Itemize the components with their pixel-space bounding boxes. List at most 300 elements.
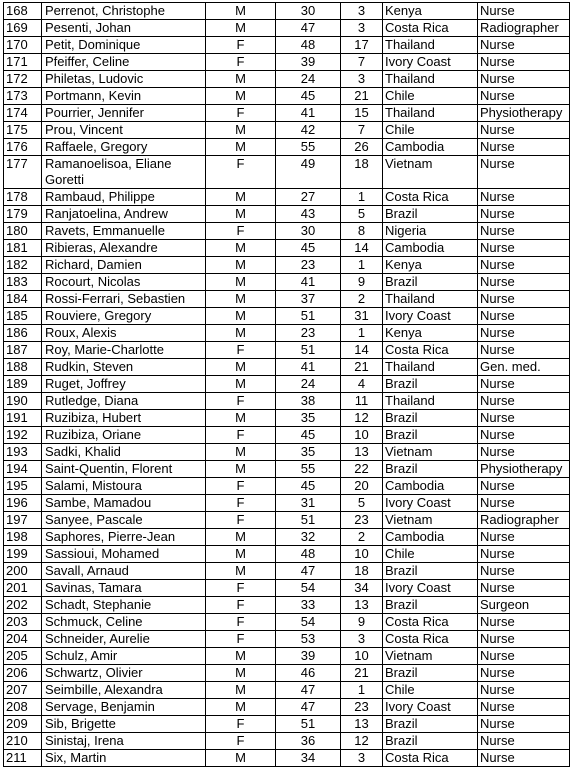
table-row bbox=[4, 427, 570, 444]
cell-sex: F bbox=[206, 223, 276, 240]
cell-name: Philetas, Ludovic bbox=[42, 71, 206, 88]
table-row bbox=[4, 529, 570, 546]
cell-name: Six, Martin bbox=[42, 750, 206, 767]
cell-years: 5 bbox=[341, 495, 383, 512]
cell-profession: Nurse bbox=[478, 495, 570, 512]
cell-profession: Nurse bbox=[478, 291, 570, 308]
cell-id: 179 bbox=[4, 206, 42, 223]
cell-age: 37 bbox=[276, 291, 341, 308]
cell-age: 30 bbox=[276, 3, 341, 20]
cell-id: 193 bbox=[4, 444, 42, 461]
cell-id: 191 bbox=[4, 410, 42, 427]
cell-profession: Nurse bbox=[478, 614, 570, 631]
cell-years: 23 bbox=[341, 512, 383, 529]
cell-profession: Nurse bbox=[478, 478, 570, 495]
cell-age: 46 bbox=[276, 665, 341, 682]
cell-age: 30 bbox=[276, 223, 341, 240]
cell-id: 194 bbox=[4, 461, 42, 478]
cell-country: Cambodia bbox=[383, 240, 478, 257]
cell-age: 47 bbox=[276, 20, 341, 37]
cell-profession: Nurse bbox=[478, 88, 570, 105]
cell-profession: Radiographer bbox=[478, 512, 570, 529]
table-row bbox=[4, 546, 570, 563]
cell-age: 54 bbox=[276, 580, 341, 597]
table-row bbox=[4, 122, 570, 139]
cell-age: 24 bbox=[276, 71, 341, 88]
cell-years: 15 bbox=[341, 105, 383, 122]
cell-id: 199 bbox=[4, 546, 42, 563]
cell-age: 42 bbox=[276, 122, 341, 139]
cell-years: 3 bbox=[341, 750, 383, 767]
cell-id: 187 bbox=[4, 342, 42, 359]
table-row bbox=[4, 512, 570, 529]
cell-profession: Nurse bbox=[478, 308, 570, 325]
cell-name: Savinas, Tamara bbox=[42, 580, 206, 597]
cell-sex: M bbox=[206, 20, 276, 37]
cell-profession: Radiographer bbox=[478, 20, 570, 37]
cell-sex: M bbox=[206, 291, 276, 308]
cell-name: Schulz, Amir bbox=[42, 648, 206, 665]
cell-name: Ravets, Emmanuelle bbox=[42, 223, 206, 240]
cell-name: Schneider, Aurelie bbox=[42, 631, 206, 648]
cell-country: Vietnam bbox=[383, 444, 478, 461]
cell-years: 10 bbox=[341, 648, 383, 665]
cell-id: 173 bbox=[4, 88, 42, 105]
cell-id: 205 bbox=[4, 648, 42, 665]
cell-years: 14 bbox=[341, 342, 383, 359]
cell-name: Sadki, Khalid bbox=[42, 444, 206, 461]
cell-age: 33 bbox=[276, 597, 341, 614]
cell-country: Brazil bbox=[383, 274, 478, 291]
table-row bbox=[4, 410, 570, 427]
cell-name: Rouviere, Gregory bbox=[42, 308, 206, 325]
cell-name: Servage, Benjamin bbox=[42, 699, 206, 716]
table-row bbox=[4, 291, 570, 308]
cell-years: 2 bbox=[341, 529, 383, 546]
table-row bbox=[4, 325, 570, 342]
cell-age: 23 bbox=[276, 257, 341, 274]
cell-years: 14 bbox=[341, 240, 383, 257]
cell-name: Sambe, Mamadou bbox=[42, 495, 206, 512]
cell-years: 3 bbox=[341, 20, 383, 37]
cell-id: 201 bbox=[4, 580, 42, 597]
cell-id: 196 bbox=[4, 495, 42, 512]
cell-sex: M bbox=[206, 325, 276, 342]
table-row bbox=[4, 308, 570, 325]
cell-age: 39 bbox=[276, 54, 341, 71]
cell-years: 9 bbox=[341, 614, 383, 631]
cell-country: Ivory Coast bbox=[383, 580, 478, 597]
cell-sex: M bbox=[206, 308, 276, 325]
cell-sex: F bbox=[206, 716, 276, 733]
cell-country: Ivory Coast bbox=[383, 308, 478, 325]
table-row bbox=[4, 563, 570, 580]
cell-name: Savall, Arnaud bbox=[42, 563, 206, 580]
cell-name: Schwartz, Olivier bbox=[42, 665, 206, 682]
cell-id: 208 bbox=[4, 699, 42, 716]
cell-name: Richard, Damien bbox=[42, 257, 206, 274]
cell-profession: Nurse bbox=[478, 733, 570, 750]
cell-country: Vietnam bbox=[383, 156, 478, 189]
cell-id: 183 bbox=[4, 274, 42, 291]
cell-age: 54 bbox=[276, 614, 341, 631]
cell-sex: M bbox=[206, 3, 276, 20]
cell-id: 184 bbox=[4, 291, 42, 308]
cell-years: 5 bbox=[341, 206, 383, 223]
cell-sex: M bbox=[206, 359, 276, 376]
cell-years: 21 bbox=[341, 88, 383, 105]
cell-age: 51 bbox=[276, 512, 341, 529]
cell-id: 210 bbox=[4, 733, 42, 750]
cell-name: Sanyee, Pascale bbox=[42, 512, 206, 529]
cell-profession: Nurse bbox=[478, 410, 570, 427]
cell-profession: Nurse bbox=[478, 3, 570, 20]
cell-years: 2 bbox=[341, 291, 383, 308]
cell-sex: M bbox=[206, 122, 276, 139]
cell-years: 8 bbox=[341, 223, 383, 240]
cell-age: 48 bbox=[276, 546, 341, 563]
cell-sex: M bbox=[206, 750, 276, 767]
cell-sex: M bbox=[206, 665, 276, 682]
cell-country: Nigeria bbox=[383, 223, 478, 240]
cell-name: Ruzibiza, Oriane bbox=[42, 427, 206, 444]
cell-name: Roux, Alexis bbox=[42, 325, 206, 342]
cell-sex: F bbox=[206, 478, 276, 495]
cell-age: 36 bbox=[276, 733, 341, 750]
cell-name: Saphores, Pierre-Jean bbox=[42, 529, 206, 546]
cell-country: Cambodia bbox=[383, 139, 478, 156]
cell-age: 41 bbox=[276, 359, 341, 376]
cell-name: Seimbille, Alexandra bbox=[42, 682, 206, 699]
cell-id: 185 bbox=[4, 308, 42, 325]
cell-profession: Nurse bbox=[478, 631, 570, 648]
cell-years: 1 bbox=[341, 257, 383, 274]
cell-country: Cambodia bbox=[383, 529, 478, 546]
cell-country: Brazil bbox=[383, 716, 478, 733]
cell-sex: M bbox=[206, 546, 276, 563]
cell-years: 4 bbox=[341, 376, 383, 393]
cell-country: Kenya bbox=[383, 325, 478, 342]
cell-sex: F bbox=[206, 580, 276, 597]
cell-profession: Nurse bbox=[478, 682, 570, 699]
cell-age: 27 bbox=[276, 189, 341, 206]
cell-id: 204 bbox=[4, 631, 42, 648]
cell-age: 51 bbox=[276, 308, 341, 325]
table-row bbox=[4, 54, 570, 71]
table-row bbox=[4, 88, 570, 105]
table-row bbox=[4, 461, 570, 478]
cell-id: 206 bbox=[4, 665, 42, 682]
cell-name: Sassioui, Mohamed bbox=[42, 546, 206, 563]
cell-id: 172 bbox=[4, 71, 42, 88]
cell-years: 21 bbox=[341, 359, 383, 376]
cell-profession: Surgeon bbox=[478, 597, 570, 614]
cell-name: Portmann, Kevin bbox=[42, 88, 206, 105]
cell-profession: Physiotherapy bbox=[478, 461, 570, 478]
cell-country: Costa Rica bbox=[383, 20, 478, 37]
cell-age: 34 bbox=[276, 750, 341, 767]
cell-age: 47 bbox=[276, 682, 341, 699]
cell-country: Brazil bbox=[383, 665, 478, 682]
cell-name: Ruzibiza, Hubert bbox=[42, 410, 206, 427]
cell-age: 51 bbox=[276, 716, 341, 733]
cell-country: Brazil bbox=[383, 410, 478, 427]
cell-country: Thailand bbox=[383, 291, 478, 308]
cell-name: Sib, Brigette bbox=[42, 716, 206, 733]
cell-profession: Nurse bbox=[478, 648, 570, 665]
cell-years: 12 bbox=[341, 410, 383, 427]
cell-profession: Nurse bbox=[478, 223, 570, 240]
cell-profession: Nurse bbox=[478, 580, 570, 597]
cell-name: Ramanoelisoa, Eliane Goretti bbox=[42, 156, 206, 189]
cell-name: Ranjatoelina, Andrew bbox=[42, 206, 206, 223]
cell-country: Cambodia bbox=[383, 478, 478, 495]
cell-name: Sinistaj, Irena bbox=[42, 733, 206, 750]
cell-age: 35 bbox=[276, 444, 341, 461]
cell-id: 182 bbox=[4, 257, 42, 274]
table-row bbox=[4, 223, 570, 240]
cell-age: 45 bbox=[276, 240, 341, 257]
table-body bbox=[4, 3, 570, 767]
cell-profession: Nurse bbox=[478, 71, 570, 88]
table-row bbox=[4, 376, 570, 393]
cell-age: 49 bbox=[276, 156, 341, 189]
cell-profession: Gen. med. bbox=[478, 359, 570, 376]
cell-id: 190 bbox=[4, 393, 42, 410]
table-row bbox=[4, 105, 570, 122]
cell-sex: F bbox=[206, 37, 276, 54]
cell-age: 32 bbox=[276, 529, 341, 546]
cell-years: 34 bbox=[341, 580, 383, 597]
table-row bbox=[4, 240, 570, 257]
cell-sex: M bbox=[206, 563, 276, 580]
cell-country: Thailand bbox=[383, 393, 478, 410]
cell-name: Ruget, Joffrey bbox=[42, 376, 206, 393]
cell-country: Costa Rica bbox=[383, 189, 478, 206]
cell-id: 176 bbox=[4, 139, 42, 156]
table-row bbox=[4, 580, 570, 597]
cell-country: Costa Rica bbox=[383, 750, 478, 767]
cell-country: Thailand bbox=[383, 37, 478, 54]
cell-country: Chile bbox=[383, 546, 478, 563]
table-row bbox=[4, 189, 570, 206]
cell-name: Schmuck, Celine bbox=[42, 614, 206, 631]
cell-country: Ivory Coast bbox=[383, 495, 478, 512]
cell-name: Rambaud, Philippe bbox=[42, 189, 206, 206]
cell-id: 178 bbox=[4, 189, 42, 206]
cell-country: Brazil bbox=[383, 733, 478, 750]
cell-name: Pourrier, Jennifer bbox=[42, 105, 206, 122]
cell-name: Schadt, Stephanie bbox=[42, 597, 206, 614]
cell-id: 209 bbox=[4, 716, 42, 733]
cell-years: 10 bbox=[341, 427, 383, 444]
cell-id: 186 bbox=[4, 325, 42, 342]
table-row bbox=[4, 665, 570, 682]
cell-age: 45 bbox=[276, 427, 341, 444]
table-row bbox=[4, 478, 570, 495]
cell-name: Ribieras, Alexandre bbox=[42, 240, 206, 257]
cell-profession: Nurse bbox=[478, 716, 570, 733]
cell-age: 45 bbox=[276, 88, 341, 105]
table-row bbox=[4, 71, 570, 88]
cell-sex: M bbox=[206, 444, 276, 461]
cell-country: Chile bbox=[383, 682, 478, 699]
table-row bbox=[4, 3, 570, 20]
table-row bbox=[4, 648, 570, 665]
cell-sex: F bbox=[206, 597, 276, 614]
table-row bbox=[4, 206, 570, 223]
cell-name: Pesenti, Johan bbox=[42, 20, 206, 37]
cell-profession: Nurse bbox=[478, 665, 570, 682]
cell-age: 35 bbox=[276, 410, 341, 427]
cell-years: 20 bbox=[341, 478, 383, 495]
cell-years: 1 bbox=[341, 682, 383, 699]
cell-sex: F bbox=[206, 495, 276, 512]
cell-id: 189 bbox=[4, 376, 42, 393]
cell-name: Rossi-Ferrari, Sebastien bbox=[42, 291, 206, 308]
cell-country: Kenya bbox=[383, 257, 478, 274]
table-row bbox=[4, 274, 570, 291]
cell-country: Brazil bbox=[383, 206, 478, 223]
cell-age: 39 bbox=[276, 648, 341, 665]
cell-age: 31 bbox=[276, 495, 341, 512]
cell-profession: Nurse bbox=[478, 563, 570, 580]
cell-name: Salami, Mistoura bbox=[42, 478, 206, 495]
table-row bbox=[4, 682, 570, 699]
table-row bbox=[4, 156, 570, 189]
cell-country: Brazil bbox=[383, 597, 478, 614]
cell-years: 21 bbox=[341, 665, 383, 682]
table-row bbox=[4, 716, 570, 733]
cell-profession: Physiotherapy bbox=[478, 105, 570, 122]
cell-sex: F bbox=[206, 427, 276, 444]
cell-id: 180 bbox=[4, 223, 42, 240]
cell-country: Costa Rica bbox=[383, 631, 478, 648]
cell-profession: Nurse bbox=[478, 546, 570, 563]
cell-age: 43 bbox=[276, 206, 341, 223]
cell-sex: F bbox=[206, 105, 276, 122]
cell-sex: M bbox=[206, 274, 276, 291]
cell-profession: Nurse bbox=[478, 325, 570, 342]
cell-id: 177 bbox=[4, 156, 42, 189]
cell-profession: Nurse bbox=[478, 376, 570, 393]
table-row bbox=[4, 495, 570, 512]
cell-id: 202 bbox=[4, 597, 42, 614]
table-row bbox=[4, 733, 570, 750]
cell-age: 23 bbox=[276, 325, 341, 342]
cell-profession: Nurse bbox=[478, 189, 570, 206]
cell-sex: M bbox=[206, 699, 276, 716]
cell-profession: Nurse bbox=[478, 156, 570, 189]
cell-country: Thailand bbox=[383, 359, 478, 376]
cell-country: Costa Rica bbox=[383, 614, 478, 631]
cell-age: 24 bbox=[276, 376, 341, 393]
table-row bbox=[4, 257, 570, 274]
staff-table bbox=[3, 2, 570, 767]
cell-country: Brazil bbox=[383, 376, 478, 393]
cell-age: 47 bbox=[276, 563, 341, 580]
table-row bbox=[4, 750, 570, 767]
cell-country: Chile bbox=[383, 122, 478, 139]
cell-sex: F bbox=[206, 342, 276, 359]
cell-profession: Nurse bbox=[478, 139, 570, 156]
cell-id: 211 bbox=[4, 750, 42, 767]
cell-age: 53 bbox=[276, 631, 341, 648]
cell-profession: Nurse bbox=[478, 427, 570, 444]
cell-country: Thailand bbox=[383, 105, 478, 122]
cell-sex: M bbox=[206, 257, 276, 274]
cell-sex: M bbox=[206, 71, 276, 88]
cell-country: Brazil bbox=[383, 563, 478, 580]
cell-age: 48 bbox=[276, 37, 341, 54]
cell-sex: M bbox=[206, 88, 276, 105]
cell-sex: M bbox=[206, 376, 276, 393]
cell-age: 41 bbox=[276, 274, 341, 291]
cell-id: 171 bbox=[4, 54, 42, 71]
cell-sex: F bbox=[206, 733, 276, 750]
cell-sex: F bbox=[206, 631, 276, 648]
cell-country: Brazil bbox=[383, 461, 478, 478]
cell-years: 17 bbox=[341, 37, 383, 54]
table-row bbox=[4, 20, 570, 37]
cell-age: 38 bbox=[276, 393, 341, 410]
cell-country: Ivory Coast bbox=[383, 699, 478, 716]
cell-years: 11 bbox=[341, 393, 383, 410]
cell-sex: M bbox=[206, 139, 276, 156]
cell-sex: F bbox=[206, 156, 276, 189]
cell-country: Vietnam bbox=[383, 648, 478, 665]
cell-country: Costa Rica bbox=[383, 342, 478, 359]
cell-age: 55 bbox=[276, 139, 341, 156]
cell-id: 175 bbox=[4, 122, 42, 139]
cell-country: Ivory Coast bbox=[383, 54, 478, 71]
cell-age: 41 bbox=[276, 105, 341, 122]
cell-years: 13 bbox=[341, 716, 383, 733]
cell-sex: M bbox=[206, 410, 276, 427]
cell-years: 3 bbox=[341, 3, 383, 20]
cell-years: 7 bbox=[341, 54, 383, 71]
table-row bbox=[4, 37, 570, 54]
cell-years: 7 bbox=[341, 122, 383, 139]
cell-sex: F bbox=[206, 614, 276, 631]
cell-profession: Nurse bbox=[478, 342, 570, 359]
cell-name: Rutledge, Diana bbox=[42, 393, 206, 410]
cell-age: 45 bbox=[276, 478, 341, 495]
cell-profession: Nurse bbox=[478, 257, 570, 274]
cell-sex: M bbox=[206, 461, 276, 478]
cell-name: Rudkin, Steven bbox=[42, 359, 206, 376]
cell-years: 9 bbox=[341, 274, 383, 291]
cell-years: 31 bbox=[341, 308, 383, 325]
cell-id: 200 bbox=[4, 563, 42, 580]
cell-name: Perrenot, Christophe bbox=[42, 3, 206, 20]
cell-years: 18 bbox=[341, 156, 383, 189]
cell-profession: Nurse bbox=[478, 699, 570, 716]
cell-name: Rocourt, Nicolas bbox=[42, 274, 206, 291]
cell-sex: F bbox=[206, 512, 276, 529]
cell-years: 18 bbox=[341, 563, 383, 580]
cell-name: Pfeiffer, Celine bbox=[42, 54, 206, 71]
cell-profession: Nurse bbox=[478, 274, 570, 291]
cell-id: 170 bbox=[4, 37, 42, 54]
cell-sex: F bbox=[206, 393, 276, 410]
cell-country: Vietnam bbox=[383, 512, 478, 529]
cell-years: 10 bbox=[341, 546, 383, 563]
cell-name: Raffaele, Gregory bbox=[42, 139, 206, 156]
cell-years: 3 bbox=[341, 631, 383, 648]
cell-profession: Nurse bbox=[478, 206, 570, 223]
cell-profession: Nurse bbox=[478, 529, 570, 546]
